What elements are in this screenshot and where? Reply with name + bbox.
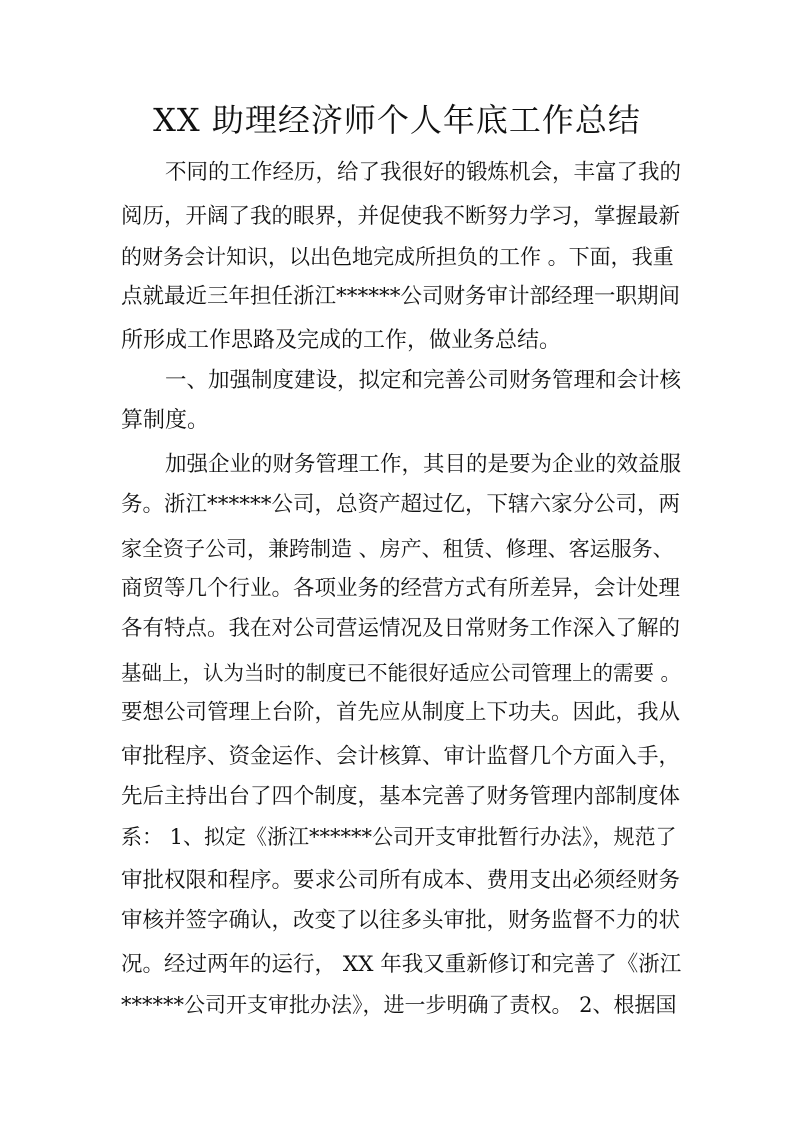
document-title: XX 助理经济师个人年底工作总结 bbox=[153, 101, 641, 139]
section-heading-line-2: 算制度。 bbox=[121, 408, 210, 433]
paragraph-2-line-7: 要想公司管理上台阶，首先应从制度上下功夫。因此，我从 bbox=[121, 700, 681, 725]
paragraph-1-line-1: 不同的工作经历，给了我很好的锻炼机会，丰富了我的 bbox=[165, 160, 682, 185]
paragraph-2-line-14: ******公司开支审批办法》，进一步明确了责权。 2、根据国 bbox=[121, 993, 677, 1017]
section-heading-line-1: 一、加强制度建设，拟定和完善公司财务管理和会计核 bbox=[165, 368, 682, 393]
paragraph-2-line-5: 各有特点。我在对公司营运情况及日常财务工作深入了解的 bbox=[121, 616, 681, 641]
paragraph-2-line-2: 务。浙江******公司，总资产超过亿，下辖六家分公司，两 bbox=[121, 492, 681, 517]
paragraph-2-line-12: 审核并签字确认，改变了以往多头审批，财务监督不力的状 bbox=[121, 908, 681, 933]
paragraph-1-line-4: 点就最近三年担任浙江******公司财务审计部经理一职期间 bbox=[121, 284, 681, 309]
paragraph-1-line-5: 所形成工作思路及完成的工作，做业务总结。 bbox=[121, 328, 562, 353]
paragraph-2-line-9: 先后主持出台了四个制度，基本完善了财务管理内部制度体 bbox=[121, 784, 681, 809]
paragraph-2-line-8: 审批程序、资金运作、会计核算、审计监督几个方面入手， bbox=[121, 744, 681, 769]
paragraph-1-line-3: 的财务会计知识，以出色地完成所担负的工作 。下面，我重 bbox=[121, 245, 674, 269]
paragraph-2-line-3: 家全资子公司，兼跨制造 、房产、租赁、修理、客运服务、 bbox=[121, 537, 674, 561]
paragraph-2-line-6: 基础上，认为当时的制度已不能很好适应公司管理上的需要 。 bbox=[121, 661, 682, 685]
paragraph-2-line-13: 况。经过两年的运行， XX 年我又重新修订和完善了《浙江 bbox=[121, 952, 682, 977]
paragraph-2-line-4: 商贸等几个行业。各项业务的经营方式有所差异，会计处理 bbox=[121, 576, 681, 601]
paragraph-2-line-10: 系： 1、拟定《浙江******公司开支审批暂行办法》，规范了 bbox=[121, 825, 677, 849]
paragraph-1-line-2: 阅历，开阔了我的眼界，并促使我不断努力学习，掌握最新 bbox=[121, 204, 681, 229]
paragraph-2-line-1: 加强企业的财务管理工作，其目的是要为企业的效益服 bbox=[165, 452, 682, 477]
paragraph-2-line-11: 审批权限和程序。要求公司所有成本、费用支出必须经财务 bbox=[121, 868, 681, 893]
